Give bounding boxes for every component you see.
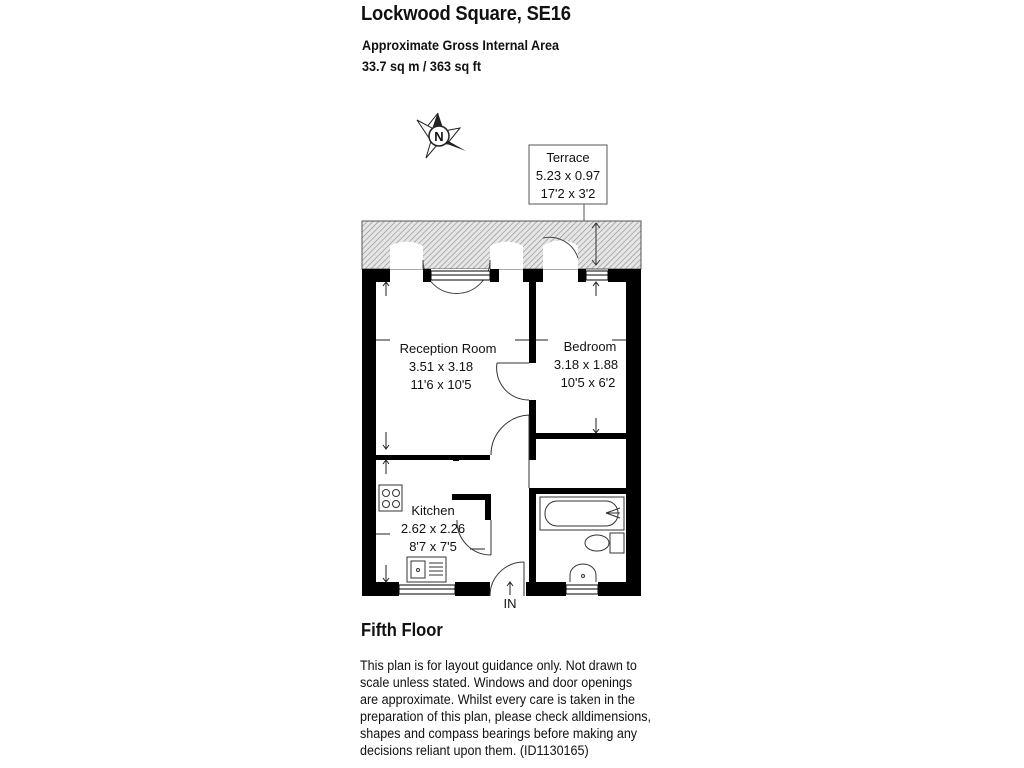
terrace-imperial: 17'2 x 3'2: [540, 186, 596, 201]
reception-imperial: 11'6 x 10'5: [410, 377, 472, 392]
kitchen-name: Kitchen: [411, 503, 455, 518]
bedroom-name: Bedroom: [563, 339, 617, 354]
entrance-label: IN: [503, 596, 517, 611]
outer-walls: [362, 269, 641, 596]
entrance-arrow-icon: [507, 582, 513, 595]
terrace-name: Terrace: [546, 150, 590, 165]
area-value: 33.7 sq m / 363 sq ft: [362, 58, 482, 74]
toilet-icon: [585, 533, 624, 553]
bedroom-imperial: 10'5 x 6'2: [560, 375, 616, 390]
kitchen-imperial: 8'7 x 7'5: [409, 539, 457, 554]
reception-name: Reception Room: [399, 341, 497, 356]
compass-icon: [417, 113, 466, 158]
plan-title: Lockwood Square, SE16: [361, 3, 571, 25]
floor-title: Fifth Floor: [361, 620, 443, 640]
bedroom-metric: 3.18 x 1.88: [553, 357, 619, 372]
terrace: [362, 221, 641, 294]
basin-icon: [570, 564, 596, 582]
kitchen-metric: 2.62 x 2.26: [400, 521, 466, 536]
area-label: Approximate Gross Internal Area: [362, 37, 560, 53]
bathtub-icon: [540, 497, 624, 530]
hob-icon: [379, 485, 402, 511]
doors: [457, 363, 529, 596]
reception-metric: 3.51 x 3.18: [408, 359, 474, 374]
compass-label: N: [434, 129, 444, 144]
disclaimer-text: This plan is for layout guidance only. Not drawn to scale unless stated. Windows and door openings are approximate. Whilst every care is taken in the preparation of this plan, please check alldimensions, shapes and compass bearings before making any decisions reliant upon them. (ID1130165): [360, 658, 652, 758]
terrace-metric: 5.23 x 0.97: [535, 168, 601, 183]
sink-icon: [407, 557, 446, 582]
